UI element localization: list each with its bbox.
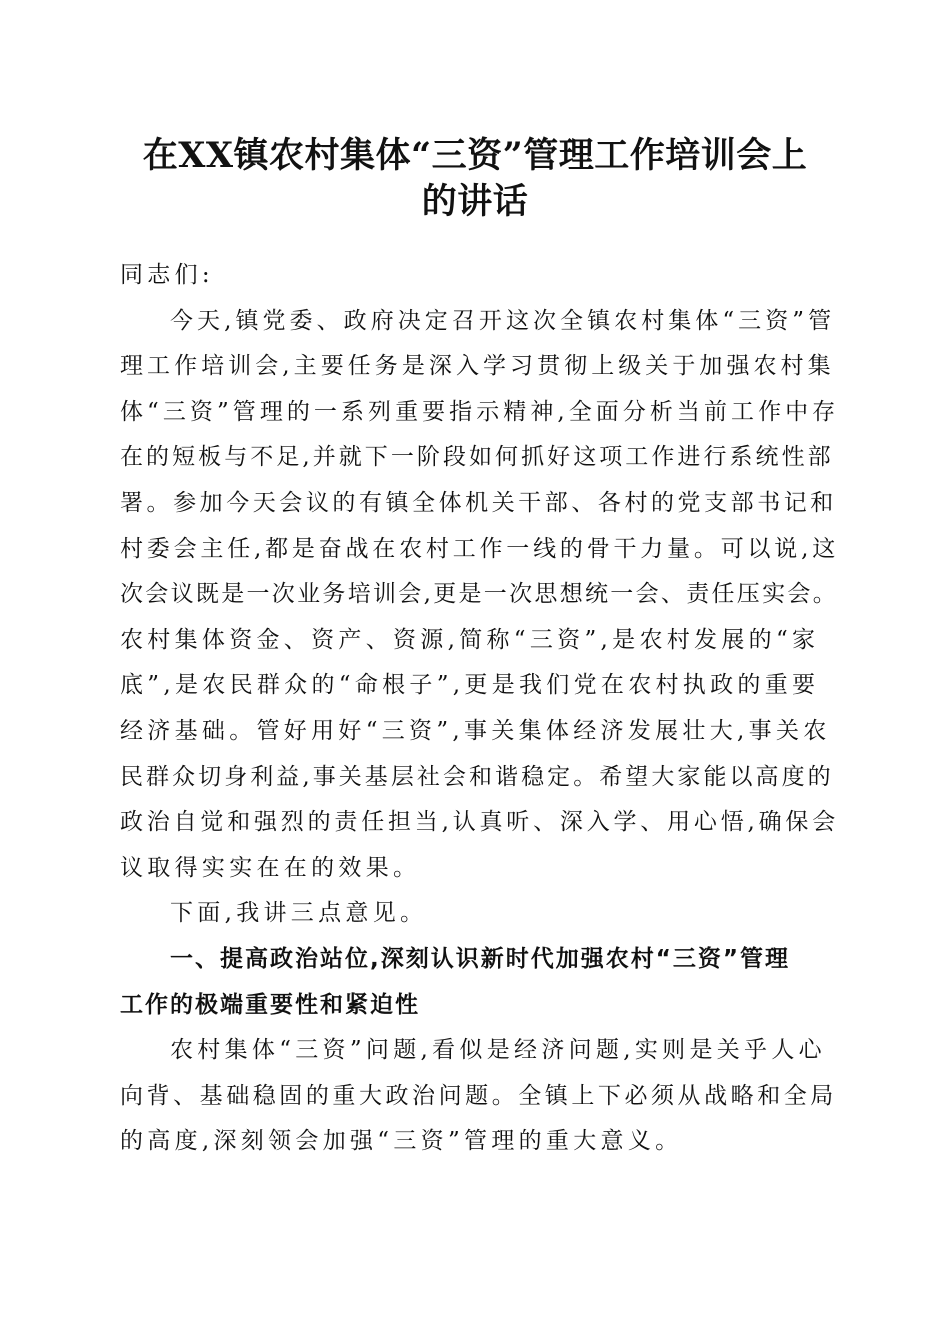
- paragraph-opening: [120, 299, 840, 892]
- paragraph-line: 次会议既是一次业务培训会,更是一次思想统一会、责任压实会。: [120, 581, 839, 608]
- paragraph-line: 今天,镇党委、政府决定召开这次全镇农村集体“三资”管: [170, 307, 836, 334]
- paragraph-section-1: [120, 1028, 840, 1165]
- paragraph-line: 农村集体“三资”问题,看似是经济问题,实则是关乎人心: [170, 1037, 826, 1064]
- paragraph-transition: 下面,我讲三点意见。: [170, 900, 428, 927]
- section-heading-1: [120, 937, 840, 1028]
- paragraph-line: 在的短板与不足,并就下一阶段如何抓好这项工作进行系统性部: [120, 444, 834, 471]
- document-title: [100, 133, 850, 225]
- paragraph-line: 底”,是农民群众的“命根子”,更是我们党在农村执政的重要: [120, 672, 820, 699]
- title-line-1: 在XX镇农村集体“三资”管理工作培训会上: [142, 135, 808, 176]
- heading-line: 工作的极端重要性和紧迫性: [120, 991, 420, 1018]
- paragraph-line: 署。参加今天会议的有镇全体机关干部、各村的党支部书记和: [120, 489, 837, 516]
- paragraph-line: 体“三资”管理的一系列重要指示精神,全面分析当前工作中存: [120, 398, 840, 425]
- paragraph-line: 理工作培训会,主要任务是深入学习贯彻上级关于加强农村集: [120, 353, 835, 380]
- salutation: 同志们:: [120, 262, 214, 288]
- paragraph-line: 农村集体资金、资产、资源,简称“三资”,是农村发展的“家: [120, 626, 820, 653]
- heading-line: 一、提高政治站位,深刻认识新时代加强农村“三资”管理: [170, 945, 790, 972]
- paragraph-line: 的高度,深刻领会加强“三资”管理的重大意义。: [120, 1128, 683, 1155]
- title-line-2: 的讲话: [421, 181, 529, 222]
- paragraph-line: 村委会主任,都是奋战在农村工作一线的骨干力量。可以说,这: [120, 535, 840, 562]
- paragraph-line: 政治自觉和强烈的责任担当,认真听、深入学、用心悟,确保会: [120, 809, 840, 836]
- paragraph-line: 经济基础。管好用好“三资”,事关集体经济发展壮大,事关农: [120, 717, 831, 744]
- paragraph-line: 民群众切身利益,事关基层社会和谐稳定。希望大家能以高度的: [120, 763, 834, 790]
- paragraph-line: 议取得实实在在的效果。: [120, 854, 421, 881]
- document-body: [120, 253, 840, 1165]
- paragraph-line: 向背、基础稳固的重大政治问题。全镇上下必须从战略和全局: [120, 1082, 837, 1109]
